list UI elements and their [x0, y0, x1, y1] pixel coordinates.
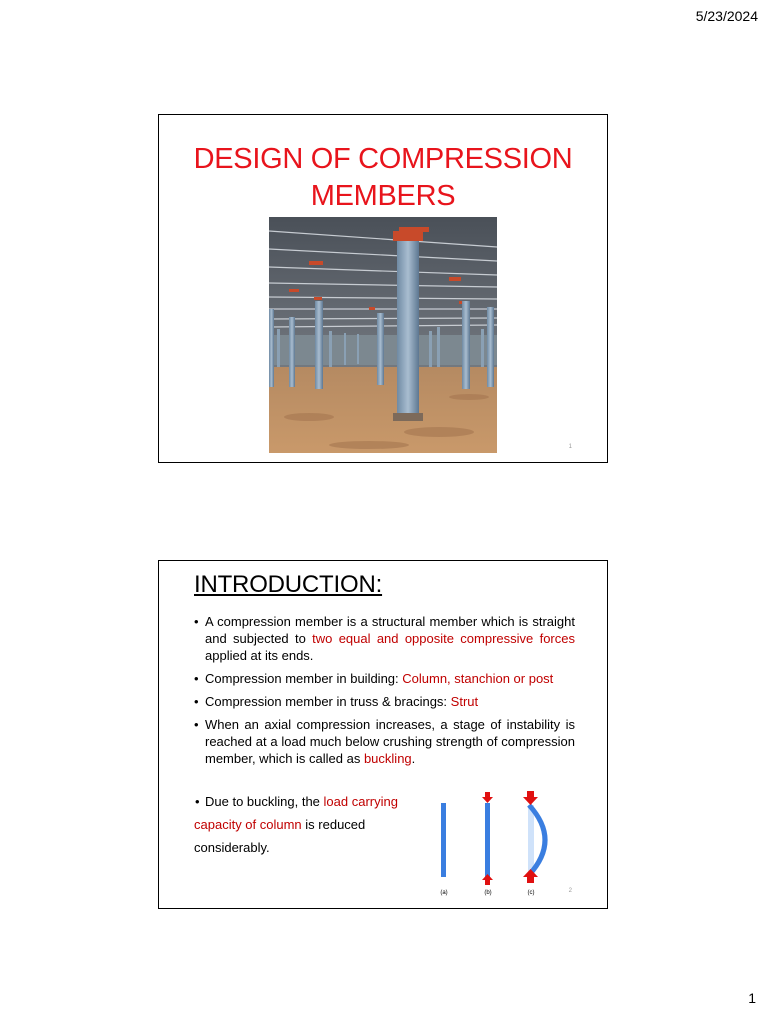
figure-label-b: (b) [484, 890, 492, 896]
bullet-item: • A compression member is a structural member which is straight and subjected to two equal and opposite compressive forces applied at its ends. [194, 613, 575, 664]
bullet-list [194, 613, 575, 773]
bullet-item: • Compression member in truss & bracings: Strut [194, 693, 575, 710]
buckling-diagram [429, 789, 579, 899]
column-a [441, 803, 446, 877]
slide-1 [158, 114, 608, 463]
slide-2-title: INTRODUCTION: [194, 571, 383, 598]
arrow-up-icon [482, 874, 493, 885]
title-line-2: MEMBERS [310, 180, 456, 212]
figure-label-a: (a) [440, 890, 448, 896]
slide-2-number: 2 [568, 888, 572, 894]
column-b [485, 803, 490, 877]
slide-1-number: 1 [568, 444, 572, 450]
title-line-1: DESIGN OF COMPRESSION [193, 143, 573, 175]
slide-1-title [159, 141, 607, 215]
page-number: 1 [748, 990, 756, 1006]
date-header: 5/23/2024 [695, 8, 758, 24]
arrow-down-icon [523, 791, 538, 805]
column-c-original [528, 805, 534, 875]
bullet-item: • Compression member in building: Column, stanchion or post [194, 670, 575, 687]
steel-columns-photo [269, 217, 497, 453]
slide-2 [158, 560, 608, 909]
bullet-item: • When an axial compression increases, a stage of instability is reached at a load much below crushing strength of compression member, which is called as buckling. [194, 716, 575, 767]
bullet-item-buckling: • Due to buckling, the load carrying capacity of column is reduced considerably. [194, 790, 424, 859]
arrow-down-icon [482, 792, 493, 803]
arrow-up-icon [523, 869, 538, 883]
figure-label-c: (c) [527, 890, 535, 896]
